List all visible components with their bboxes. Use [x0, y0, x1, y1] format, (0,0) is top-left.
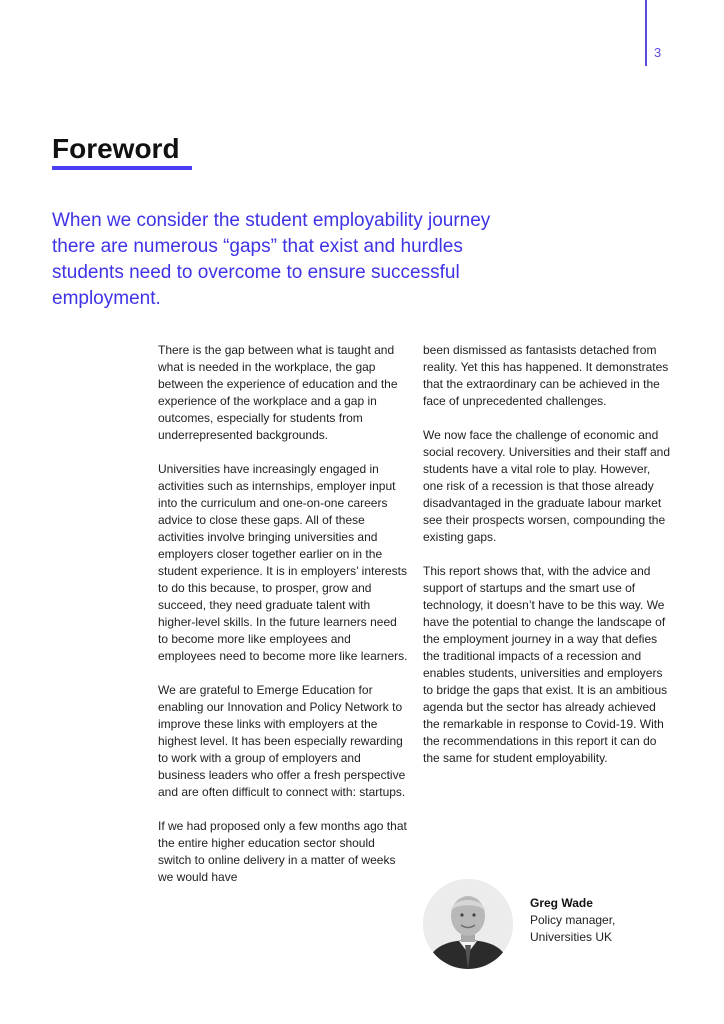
portrait-illustration [423, 879, 513, 969]
author-portrait [423, 879, 513, 969]
paragraph: been dismissed as fantasists detached from reality. Yet this has happened. It demonstrates that the extraordinary can be achieved in the face of unprecedented challenges. [423, 343, 669, 408]
left-text-column [158, 342, 410, 886]
paragraph: This report shows that, with the advice and support of startups and the smart use of technology, it doesn’t have to be this way. We have the potential to change the landscape of the employment journey in a way that defies the traditional impacts of a recession and enables students, universities and employers to bridge the gaps that exist. It is an ambitious agenda but the sector has already achieved the remarkable in response to Covid-19. With the recommendations in this report it can do the same for student employability. [423, 564, 668, 765]
signature-block [530, 895, 615, 946]
paragraph: If we had proposed only a few months ago that the entire higher education sector should switch to online delivery in a matter of weeks we would have [158, 819, 407, 884]
intro-statement: When we consider the student employability journey there are numerous “gaps” that exist and hurdles students need to overcome to ensure successful employment. [52, 210, 491, 309]
paragraph: We now face the challenge of economic and social recovery. Universities and their staff and students have a vital role to play. However, one risk of a recession is that those already disadvantaged in the graduate labour market see their prospects worsen, compounding the existing gaps. [423, 428, 671, 544]
paragraph: Universities have increasingly engaged in activities such as internships, employer input into the curriculum and one-on-one careers advice to close these gaps. All of these activities involve bringing universities and employers closer together earlier on in the student experience. It is in employers’ interests to do this because, to prosper, grow and succeed, they need graduate talent with higher-level skills. In the future learners need to become more like employees and employees need to become more like learners. [158, 462, 408, 663]
page-edge-rule [645, 0, 647, 66]
title-underline [52, 166, 192, 170]
page-number: 3 [654, 45, 662, 60]
page-title: Foreword [52, 133, 180, 164]
author-name: Greg Wade [530, 896, 593, 910]
author-role: Policy manager, [530, 913, 616, 927]
right-text-column [423, 342, 673, 767]
paragraph: There is the gap between what is taught and what is needed in the workplace, the gap between the experience of education and the experience of the workplace and a gap in outcomes, especially for students from underrepresented backgrounds. [158, 343, 398, 442]
author-organisation: Universities UK [530, 930, 613, 944]
paragraph: We are grateful to Emerge Education for enabling our Innovation and Policy Network to improve these links with employers at the highest level. It has been especially rewarding to work with a group of employers and business leaders who offer a fresh perspective and are often difficult to connect with: startups. [158, 683, 406, 799]
